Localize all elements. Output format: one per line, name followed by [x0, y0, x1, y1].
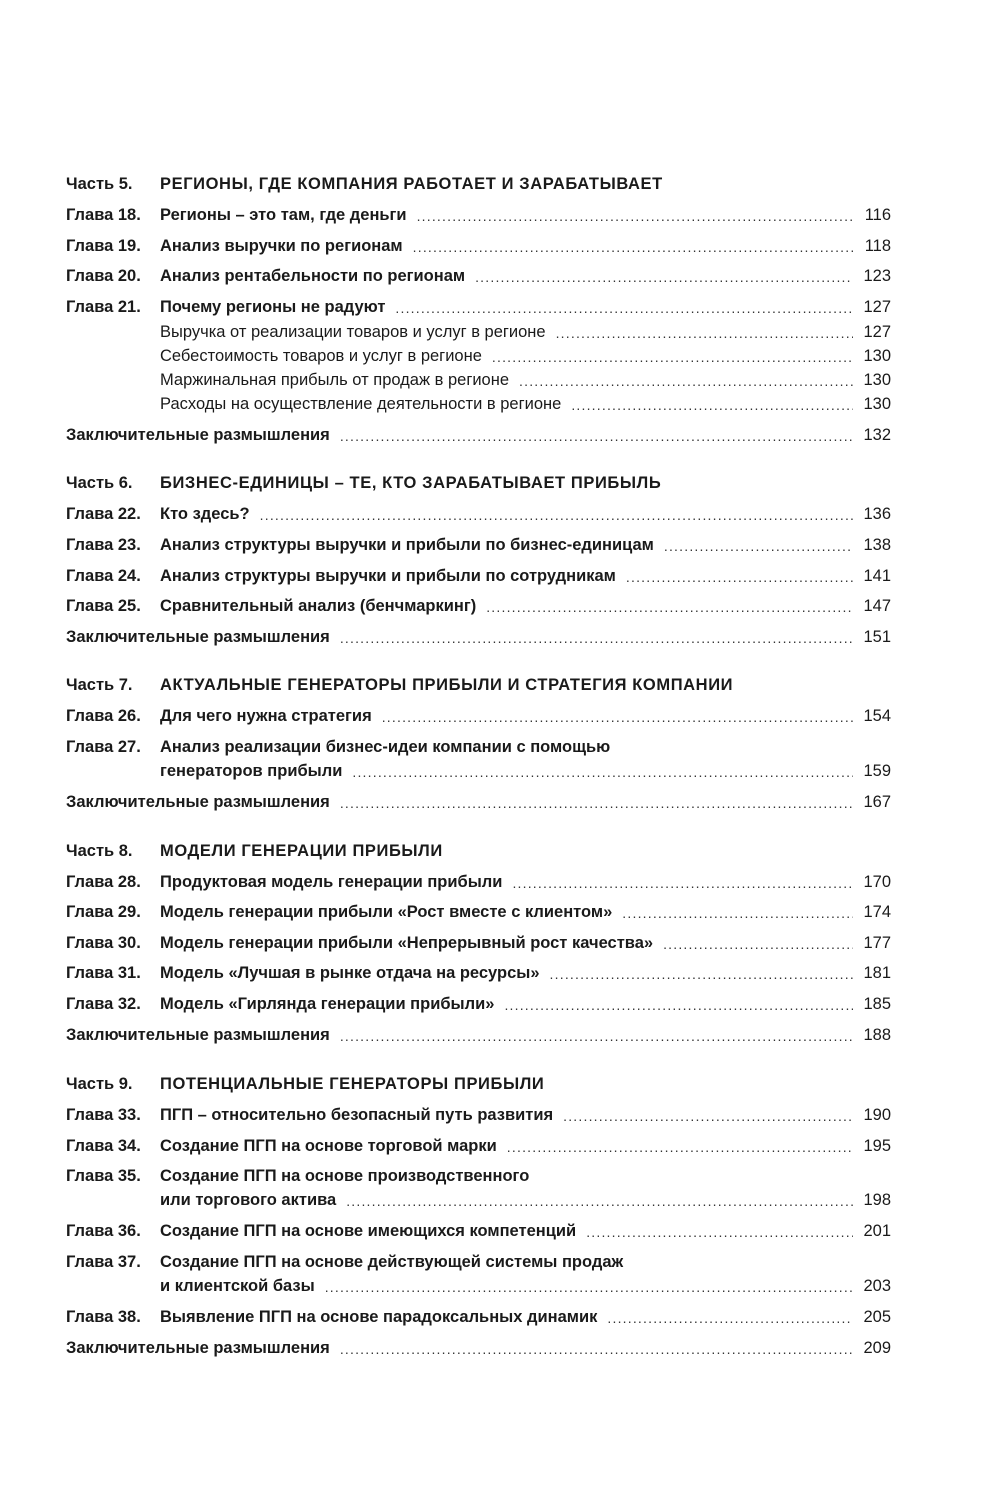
chapter-label: Глава 18. — [66, 206, 141, 224]
page-number: 195 — [863, 1137, 891, 1155]
part-title: ПОТЕНЦИАЛЬНЫЕ ГЕНЕРАТОРЫ ПРИБЫЛИ — [160, 1075, 545, 1093]
page-number: 130 — [863, 371, 891, 389]
page-number: 151 — [863, 628, 891, 646]
toc-entry[interactable] — [66, 592, 891, 616]
toc-entry[interactable] — [66, 868, 891, 892]
dot-leader — [556, 322, 853, 342]
toc-entry-line2[interactable] — [66, 757, 891, 781]
dot-leader — [325, 1276, 853, 1296]
chapter-title-line2: генераторов прибыли — [160, 762, 343, 780]
chapter-title: Анализ выручки по регионам — [160, 237, 403, 255]
toc-entry[interactable] — [66, 500, 891, 524]
chapter-title: Модель генерации прибыли «Рост вместе с клиентом» — [160, 903, 613, 921]
dot-leader — [663, 933, 853, 953]
chapter-label: Глава 29. — [66, 903, 141, 921]
chapter-label: Глава 23. — [66, 536, 141, 554]
page-number: 130 — [863, 347, 891, 365]
chapter-title: Модель генерации прибыли «Непрерывный рост качества» — [160, 934, 654, 952]
chapter-title: Регионы – это там, где деньги — [160, 206, 407, 224]
toc-entry-line2[interactable] — [66, 1186, 891, 1210]
chapter-label: Глава 21. — [66, 298, 141, 316]
chapter-label: Глава 22. — [66, 505, 141, 523]
toc-entry-line1[interactable] — [66, 733, 891, 757]
chapter-label: Глава 28. — [66, 873, 141, 891]
toc-entry[interactable] — [66, 959, 891, 983]
closing-title: Заключительные размышления — [66, 793, 330, 811]
page-number: 198 — [863, 1191, 891, 1209]
chapter-label: Глава 27. — [66, 738, 141, 756]
section-title: Расходы на осуществление деятельности в регионе — [160, 395, 562, 413]
dot-leader — [492, 346, 853, 366]
dot-leader — [486, 596, 853, 616]
closing-title: Заключительные размышления — [66, 1339, 330, 1357]
toc-entry[interactable] — [66, 1303, 891, 1327]
page-number: 177 — [863, 934, 891, 952]
chapter-title: Анализ структуры выручки и прибыли по сотрудникам — [160, 567, 616, 585]
toc-entry[interactable] — [66, 262, 891, 286]
chapter-title-line1: Анализ реализации бизнес-идеи компании с помощью — [160, 738, 611, 756]
chapter-title: Кто здесь? — [160, 505, 250, 523]
dot-leader — [512, 872, 853, 892]
page-number: 136 — [863, 505, 891, 523]
part-title: РЕГИОНЫ, ГДЕ КОМПАНИЯ РАБОТАЕТ И ЗАРАБАТЫВАЕТ — [160, 175, 663, 193]
toc-subentry[interactable] — [66, 342, 891, 366]
chapter-label: Глава 31. — [66, 964, 141, 982]
dot-leader — [352, 761, 853, 781]
page-number: 203 — [863, 1277, 891, 1295]
toc-entry[interactable] — [66, 990, 891, 1014]
dot-leader — [507, 1136, 853, 1156]
dot-leader — [607, 1307, 853, 1327]
page-number: 127 — [863, 323, 891, 341]
page-number: 130 — [863, 395, 891, 413]
dot-leader — [340, 1025, 853, 1045]
chapter-title: Анализ рентабельности по регионам — [160, 267, 466, 285]
chapter-title-line1: Создание ПГП на основе производственного — [160, 1167, 530, 1185]
dot-leader — [346, 1190, 853, 1210]
toc-closing-entry[interactable] — [66, 1021, 891, 1045]
part-label: Часть 9. — [66, 1075, 133, 1093]
section-title: Себестоимость товаров и услуг в регионе — [160, 347, 482, 365]
page-number: 167 — [863, 793, 891, 811]
page-number: 147 — [863, 597, 891, 615]
chapter-label: Глава 34. — [66, 1137, 141, 1155]
chapter-label: Глава 26. — [66, 707, 141, 725]
chapter-title: Модель «Гирлянда генерации прибыли» — [160, 995, 495, 1013]
part-title: МОДЕЛИ ГЕНЕРАЦИИ ПРИБЫЛИ — [160, 842, 443, 860]
part-label: Часть 5. — [66, 175, 133, 193]
page-number: 188 — [863, 1026, 891, 1044]
part-label: Часть 6. — [66, 474, 133, 492]
chapter-title-line2: или торгового актива — [160, 1191, 337, 1209]
page-number: 209 — [863, 1339, 891, 1357]
page-number: 123 — [863, 267, 891, 285]
dot-leader — [504, 994, 853, 1014]
dot-leader — [340, 627, 853, 647]
chapter-title-line2: и клиентской базы — [160, 1277, 315, 1295]
page-number: 127 — [863, 298, 891, 316]
closing-title: Заключительные размышления — [66, 426, 330, 444]
dot-leader — [413, 236, 853, 256]
chapter-label: Глава 37. — [66, 1253, 141, 1271]
chapter-label: Глава 20. — [66, 267, 141, 285]
toc-entry-line1[interactable] — [66, 1248, 891, 1272]
page-number: 132 — [863, 426, 891, 444]
chapter-label: Глава 35. — [66, 1167, 141, 1185]
part-heading — [66, 837, 891, 861]
page-number: 181 — [863, 964, 891, 982]
toc-entry[interactable] — [66, 531, 891, 555]
toc-entry[interactable] — [66, 232, 891, 256]
page-number: 159 — [863, 762, 891, 780]
dot-leader — [340, 425, 853, 445]
section-title: Маржинальная прибыль от продаж в регионе — [160, 371, 510, 389]
dot-leader — [586, 1221, 853, 1241]
page-number: 190 — [863, 1106, 891, 1124]
toc-subentry[interactable] — [66, 390, 891, 414]
chapter-label: Глава 32. — [66, 995, 141, 1013]
chapter-title: Создание ПГП на основе торговой марки — [160, 1137, 497, 1155]
closing-title: Заключительные размышления — [66, 1026, 330, 1044]
dot-leader — [626, 566, 853, 586]
dot-leader — [563, 1105, 853, 1125]
page-number: 138 — [863, 536, 891, 554]
chapter-title: ПГП – относительно безопасный путь развития — [160, 1106, 554, 1124]
dot-leader — [260, 504, 853, 524]
toc-entry[interactable] — [66, 1132, 891, 1156]
dot-leader — [571, 394, 853, 414]
toc-subentry[interactable] — [66, 366, 891, 390]
part-label: Часть 8. — [66, 842, 133, 860]
dot-leader — [550, 963, 853, 983]
toc-closing-entry[interactable] — [66, 1334, 891, 1358]
dot-leader — [664, 535, 853, 555]
toc-entry[interactable] — [66, 929, 891, 953]
toc-entry-line2[interactable] — [66, 1272, 891, 1296]
toc-entry[interactable] — [66, 702, 891, 726]
toc-subentry[interactable] — [66, 318, 891, 342]
chapter-title: Продуктовая модель генерации прибыли — [160, 873, 503, 891]
page-number: 118 — [864, 237, 891, 255]
closing-title: Заключительные размышления — [66, 628, 330, 646]
toc-entry[interactable] — [66, 562, 891, 586]
chapter-label: Глава 38. — [66, 1308, 141, 1326]
chapter-label: Глава 19. — [66, 237, 141, 255]
part-label: Часть 7. — [66, 676, 133, 694]
dot-leader — [519, 370, 853, 390]
chapter-label: Глава 30. — [66, 934, 141, 952]
part-heading — [66, 469, 891, 493]
dot-leader — [395, 297, 853, 317]
toc-closing-entry[interactable] — [66, 421, 891, 445]
part-heading — [66, 671, 891, 695]
toc-entry-line1[interactable] — [66, 1162, 891, 1186]
toc-entry[interactable] — [66, 1217, 891, 1241]
toc-closing-entry[interactable] — [66, 788, 891, 812]
part-heading — [66, 170, 891, 194]
chapter-title: Сравнительный анализ (бенчмаркинг) — [160, 597, 477, 615]
toc-closing-entry[interactable] — [66, 623, 891, 647]
dot-leader — [340, 792, 853, 812]
dot-leader — [475, 266, 853, 286]
chapter-label: Глава 24. — [66, 567, 141, 585]
page-number: 141 — [863, 567, 891, 585]
chapter-title-line1: Создание ПГП на основе действующей системы продаж — [160, 1253, 624, 1271]
dot-leader — [382, 706, 853, 726]
toc-entry[interactable] — [66, 1101, 891, 1125]
page-number: 205 — [863, 1308, 891, 1326]
chapter-label: Глава 36. — [66, 1222, 141, 1240]
part-title: БИЗНЕС-ЕДИНИЦЫ – ТЕ, КТО ЗАРАБАТЫВАЕТ ПРИБЫЛЬ — [160, 474, 662, 492]
toc-entry[interactable] — [66, 293, 891, 317]
page-number: 185 — [863, 995, 891, 1013]
chapter-title: Модель «Лучшая в рынке отдача на ресурсы» — [160, 964, 540, 982]
chapter-label: Глава 25. — [66, 597, 141, 615]
part-title: АКТУАЛЬНЫЕ ГЕНЕРАТОРЫ ПРИБЫЛИ И СТРАТЕГИЯ КОМПАНИИ — [160, 676, 734, 694]
toc-entry[interactable] — [66, 898, 891, 922]
page-number: 174 — [863, 903, 891, 921]
dot-leader — [340, 1338, 853, 1358]
toc-entry[interactable] — [66, 201, 891, 225]
page-number: 170 — [863, 873, 891, 891]
chapter-title: Для чего нужна стратегия — [160, 707, 372, 725]
section-title: Выручка от реализации товаров и услуг в регионе — [160, 323, 546, 341]
chapter-label: Глава 33. — [66, 1106, 141, 1124]
part-heading — [66, 1070, 891, 1094]
page-number: 201 — [863, 1222, 891, 1240]
chapter-title: Почему регионы не радуют — [160, 298, 386, 316]
chapter-title: Создание ПГП на основе имеющихся компетенций — [160, 1222, 577, 1240]
page-number: 116 — [864, 206, 891, 224]
dot-leader — [622, 902, 853, 922]
chapter-title: Анализ структуры выручки и прибыли по бизнес-единицам — [160, 536, 654, 554]
dot-leader — [417, 205, 853, 225]
chapter-title: Выявление ПГП на основе парадоксальных динамик — [160, 1308, 598, 1326]
page-number: 154 — [863, 707, 891, 725]
